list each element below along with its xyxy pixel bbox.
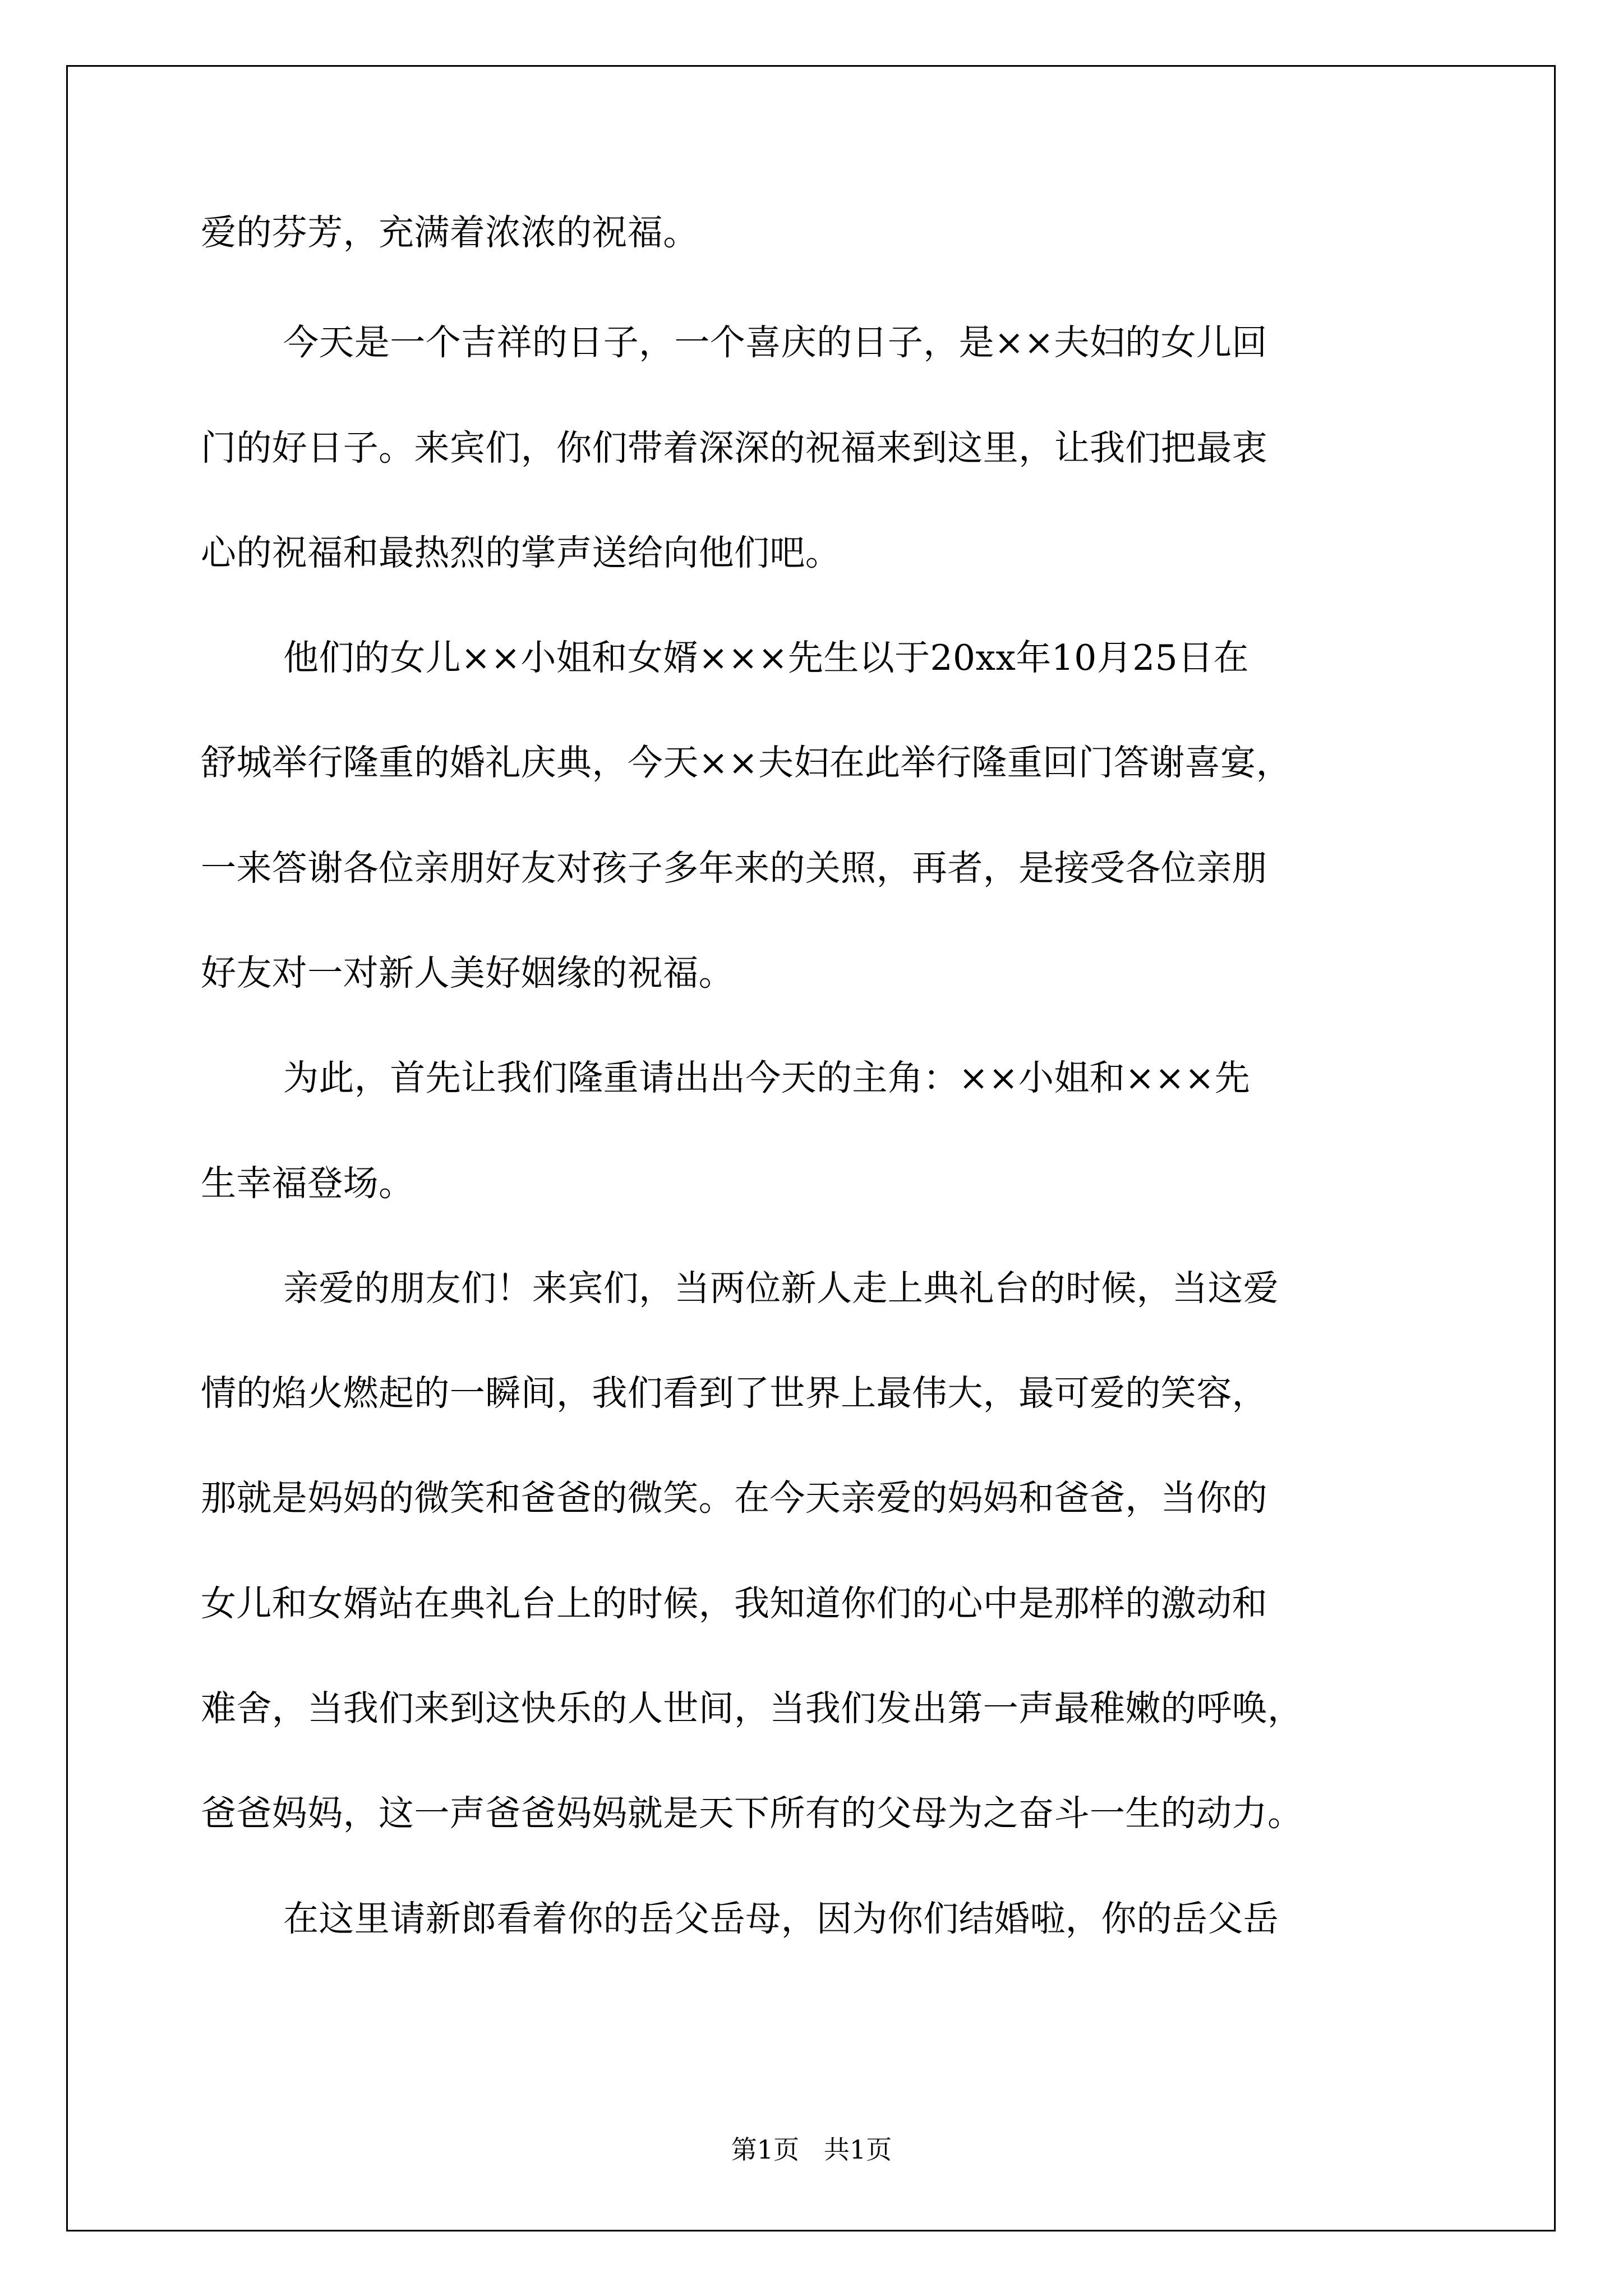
paragraph-start-line: 在这里请新郎看着你的岳父岳母，因为你们结婚啦，你的岳父岳 [283, 1898, 1279, 1939]
text-line: 爸爸妈妈，这一声爸爸妈妈就是天下所有的父母为之奋斗一生的动力。 [201, 1793, 1303, 1834]
text-line: 那就是妈妈的微笑和爸爸的微笑。在今天亲爱的妈妈和爸爸，当你的 [201, 1478, 1267, 1519]
text-line: 情的焰火燃起的一瞬间，我们看到了世界上最伟大，最可爱的笑容， [201, 1373, 1267, 1414]
paragraph-start-line: 为此，首先让我们隆重请出出今天的主角：××小姐和×××先 [283, 1057, 1251, 1098]
text-line: 生幸福登场。 [201, 1163, 414, 1204]
paragraph-start-line: 亲爱的朋友们！来宾们，当两位新人走上典礼台的时候，当这爱 [283, 1268, 1279, 1309]
text-line: 心的祝福和最热烈的掌声送给向他们吧。 [201, 532, 841, 573]
page-number-footer: 第1页 共1页 [731, 2134, 892, 2165]
paragraph-start-line: 今天是一个吉祥的日子，一个喜庆的日子，是××夫妇的女儿回 [283, 322, 1267, 363]
paragraph-start-line: 他们的女儿××小姐和女婿×××先生以于20xx年10月25日在 [283, 637, 1249, 678]
text-line: 难舍，当我们来到这快乐的人世间，当我们发出第一声最稚嫩的呼唤， [201, 1688, 1303, 1729]
text-line: 门的好日子。来宾们，你们带着深深的祝福来到这里，让我们把最衷 [201, 427, 1267, 468]
text-line: 舒城举行隆重的婚礼庆典，今天××夫妇在此举行隆重回门答谢喜宴， [201, 742, 1292, 783]
text-line: 女儿和女婿站在典礼台上的时候，我知道你们的心中是那样的激动和 [201, 1583, 1267, 1624]
text-line: 一来答谢各位亲朋好友对孩子多年来的关照，再者，是接受各位亲朋 [201, 848, 1267, 889]
text-line: 好友对一对新人美好姻缘的祝福。 [201, 953, 734, 993]
text-line: 爱的芬芳，充满着浓浓的祝福。 [201, 212, 699, 253]
